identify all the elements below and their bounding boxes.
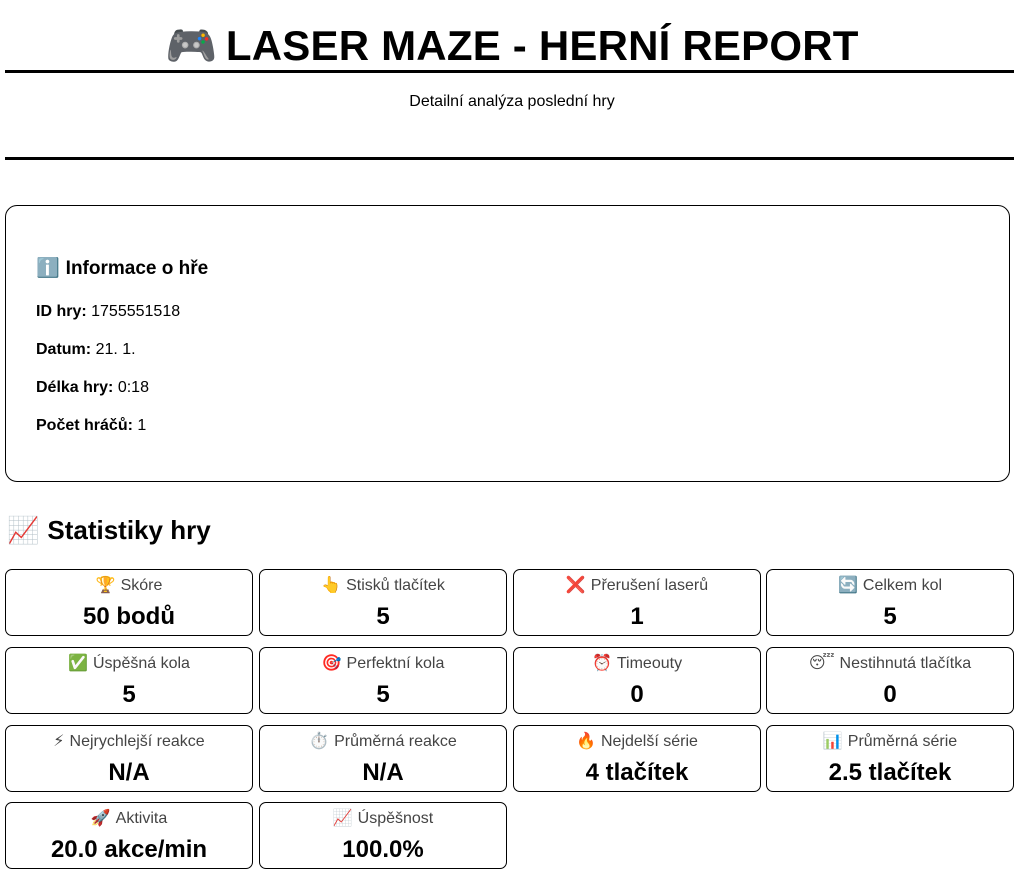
stat-card-laser-breaks — [513, 569, 761, 636]
stat-value: 4 tlačítek — [585, 759, 689, 786]
info-row-date — [36, 340, 136, 360]
stat-value: 20.0 akce/min — [50, 836, 208, 863]
header-divider-top — [5, 70, 1014, 73]
info-row-duration — [36, 378, 149, 398]
stat-card-score — [5, 569, 253, 636]
info-icon: ℹ️ — [36, 258, 60, 279]
stat-value: 5 — [883, 603, 897, 630]
stat-card-total-rounds — [766, 569, 1014, 636]
stat-value: 50 bodů — [82, 603, 175, 630]
pointing-finger-icon: 👆 — [321, 577, 342, 594]
page-subtitle: Detailní analýza poslední hry — [409, 93, 615, 110]
info-value: 21. 1. — [95, 341, 136, 358]
alarm-clock-icon: ⏰ — [591, 655, 612, 672]
rocket-icon: 🚀 — [90, 810, 111, 827]
stat-value: 5 — [376, 681, 390, 708]
stat-card-missed-buttons — [766, 647, 1014, 714]
stat-label: Timeouty — [616, 655, 683, 672]
info-label: Počet hráčů: — [36, 417, 133, 434]
stat-card-timeouts — [513, 647, 761, 714]
stat-label: Přerušení laserů — [590, 577, 709, 594]
stat-label: Úspěšná kola — [92, 655, 190, 672]
lightning-icon: ⚡ — [53, 733, 65, 750]
check-icon: ✅ — [68, 655, 88, 672]
stat-card-perfect-rounds — [259, 647, 507, 714]
cross-icon: ❌ — [565, 577, 586, 594]
stat-label: Nejrychlejší reakce — [69, 733, 205, 750]
info-label: ID hry: — [36, 303, 87, 320]
stat-value: N/A — [108, 759, 150, 786]
stat-card-longest-streak — [513, 725, 761, 792]
stat-label: Nestihnutá tlačítka — [839, 655, 972, 672]
stat-label: Perfektní kola — [346, 655, 445, 672]
stat-label: Úspěšnost — [357, 810, 434, 827]
stat-value: 2.5 tlačítek — [828, 759, 952, 786]
stat-value: 100.0% — [342, 836, 424, 863]
game-info-title: ℹ️ Informace o hře — [36, 258, 209, 279]
stat-label: Celkem kol — [862, 577, 943, 594]
stopwatch-icon: ⏱️ — [309, 733, 330, 750]
stat-label: Nejdelší série — [600, 733, 698, 750]
stat-label: Stisků tlačítek — [346, 577, 445, 594]
sleeping-face-icon: 😴 — [808, 655, 835, 672]
stat-card-average-reaction — [259, 725, 507, 792]
info-value: 1 — [137, 417, 147, 434]
stat-value: N/A — [362, 759, 404, 786]
info-label: Datum: — [36, 341, 92, 358]
stat-label: Aktivita — [115, 810, 168, 827]
target-icon: 🎯 — [321, 655, 342, 672]
stat-label: Průměrná reakce — [334, 733, 457, 750]
game-info-panel — [5, 205, 1010, 482]
chart-up-icon: 📈 — [332, 810, 353, 827]
chart-up-icon: 📈 — [7, 515, 40, 545]
stat-label: Skóre — [120, 577, 163, 594]
page-title — [0, 18, 1024, 74]
stat-card-successful-rounds — [5, 647, 253, 714]
stat-value: 5 — [122, 681, 136, 708]
stat-card-fastest-reaction — [5, 725, 253, 792]
stat-label: Průměrná série — [847, 733, 958, 750]
stat-value: 1 — [630, 603, 644, 630]
bar-chart-icon: 📊 — [822, 733, 843, 750]
header-divider-bottom — [5, 157, 1014, 160]
trophy-icon: 🏆 — [95, 577, 116, 594]
stat-card-activity — [5, 802, 253, 869]
stat-card-button-presses — [259, 569, 507, 636]
stat-value: 0 — [630, 681, 644, 708]
stats-section-title: 📈 Statistiky hry — [7, 515, 211, 545]
gamepad-icon: 🎮 — [165, 22, 218, 69]
page-title-text: LASER MAZE - HERNÍ REPORT — [225, 22, 859, 69]
stat-card-success-rate — [259, 802, 507, 869]
info-row-player-count — [36, 416, 146, 436]
stat-card-average-streak — [766, 725, 1014, 792]
stat-value: 5 — [376, 603, 390, 630]
info-value: 1755551518 — [91, 303, 181, 320]
info-label: Délka hry: — [36, 379, 114, 396]
info-row-game-id — [36, 302, 180, 322]
info-value: 0:18 — [117, 379, 149, 396]
refresh-icon: 🔄 — [837, 577, 858, 594]
stat-value: 0 — [883, 681, 897, 708]
fire-icon: 🔥 — [576, 733, 596, 750]
